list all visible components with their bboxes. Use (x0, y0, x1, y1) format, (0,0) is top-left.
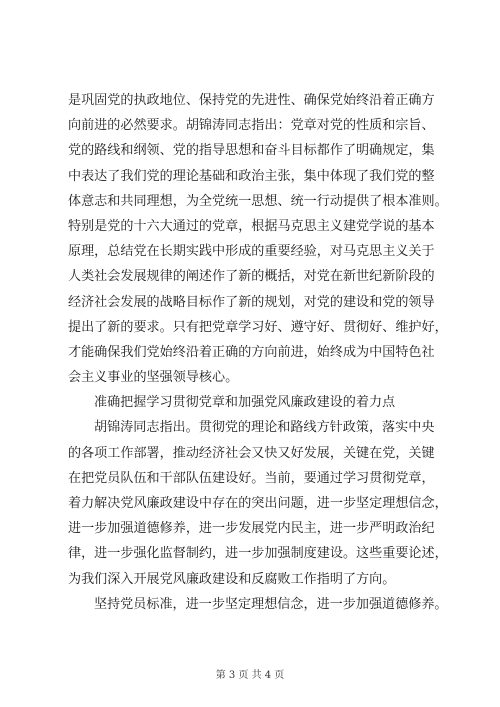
section-heading: 准确把握学习贯彻党章和加强党风廉政建设的着力点 (94, 395, 396, 411)
paragraph-1-line-6: 特别是党的十六大通过的党章，根据马克思主义建党学说的基本 (68, 218, 435, 234)
paragraph-1-line-4: 中表达了我们党的理论基础和政治主张，集中体现了我们党的整 (68, 168, 435, 184)
paragraph-2-line-5: 进一步加强道德修养，进一步发展党内民主，进一步严明政治纪 (68, 521, 435, 537)
paragraph-1-line-10: 提出了新的要求。只有把党章学习好、遵守好、贯彻好、维护好， (68, 319, 448, 335)
page-number-footer: 第 3 页 共 4 页 (215, 670, 285, 681)
paragraph-2-line-1: 胡锦涛同志指出。贯彻党的理论和路线方针政策，落实中央 (94, 420, 435, 436)
paragraph-2-line-4: 着力解决党风廉政建设中存在的突出问题，进一步坚定理想信念， (68, 496, 448, 511)
paragraph-1-line-7: 原理，总结党在长期实践中形成的重要经验，对马克思主义关于 (68, 244, 435, 260)
paragraph-1-line-1: 是巩固党的执政地位、保持党的先进性、确保党始终沿着正确方 (68, 93, 435, 108)
paragraph-1-line-3: 党的路线和纲领、党的指导思想和奋斗目标都作了明确规定，集 (68, 143, 435, 159)
paragraph-1-line-5: 体意志和共同理想，为全党统一思想、统一行动提供了根本准则。 (68, 193, 448, 209)
paragraph-1-line-9: 经济社会发展的战略目标作了新的规划，对党的建设和党的领导 (68, 294, 435, 310)
paragraph-2-line-3: 在把党员队伍和干部队伍建设好。当前，要通过学习贯彻党章， (68, 470, 435, 486)
paragraph-2-line-2: 的各项工作部署，推动经济社会又快又好发展，关键在党，关键 (68, 445, 435, 461)
paragraph-2-line-6: 律，进一步强化监督制约，进一步加强制度建设。这些重要论述， (68, 546, 448, 562)
paragraph-2-line-7: 为我们深入开展党风廉政建设和反腐败工作指明了方向。 (68, 571, 396, 587)
document-body (68, 88, 448, 617)
paragraph-1-line-8: 人类社会发展规律的阐述作了新的概括，对党在新世纪新阶段的 (68, 269, 435, 285)
paragraph-3-line-1: 坚持党员标准，进一步坚定理想信念，进一步加强道德修养。 (94, 596, 448, 612)
paragraph-1-line-12: 会主义事业的坚强领导核心。 (68, 370, 239, 386)
paragraph-1-line-2: 向前进的必然要求。胡锦涛同志指出：党章对党的性质和宗旨、 (68, 118, 435, 134)
paragraph-1-line-11: 才能确保我们党始终沿着正确的方向前进，始终成为中国特色社 (68, 344, 435, 360)
